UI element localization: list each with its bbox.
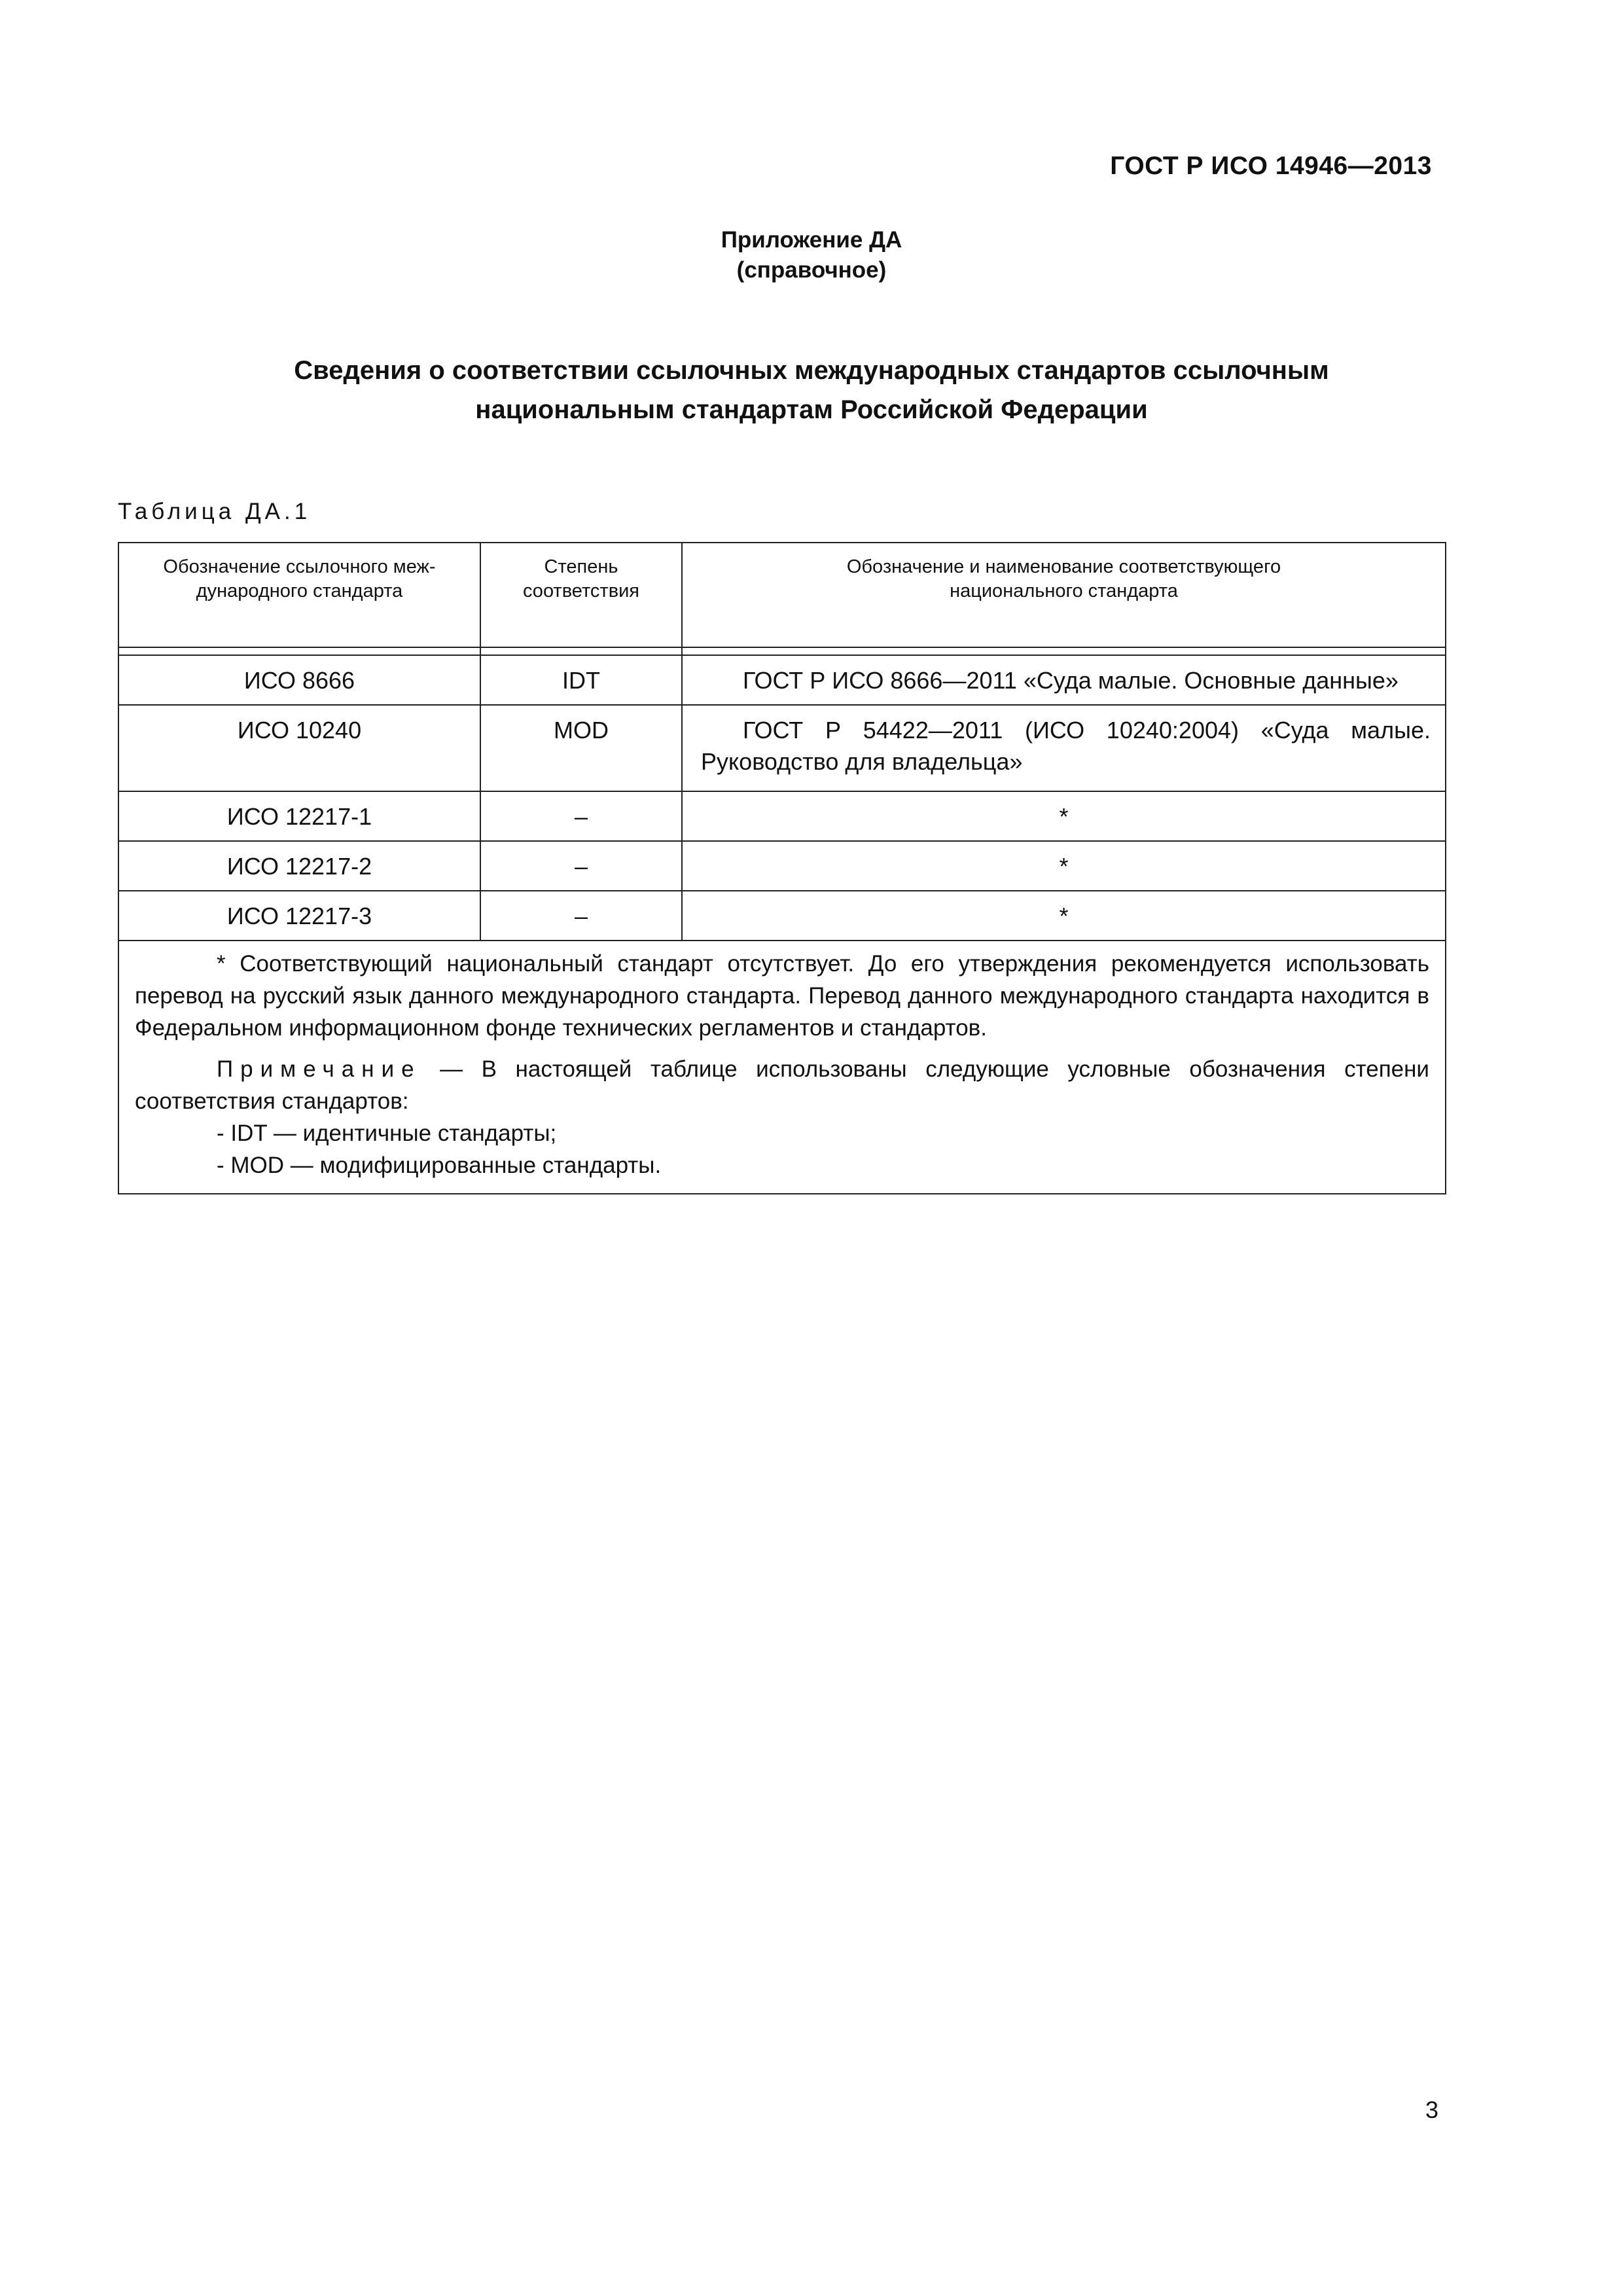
cell-ref: ИСО 10240 bbox=[118, 705, 480, 791]
appendix-title: Приложение ДА bbox=[721, 227, 902, 253]
cell-national: ГОСТ Р 54422—2011 (ИСО 10240:2004) «Суда малые. Руководство для владельца» bbox=[682, 705, 1446, 791]
cell-degree: MOD bbox=[480, 705, 682, 791]
table-caption: Таблица ДА.1 bbox=[118, 499, 312, 524]
appendix-subtitle: (справочное) bbox=[736, 257, 887, 283]
cell-degree: – bbox=[480, 891, 682, 941]
table-header-row bbox=[118, 543, 1446, 647]
cell-ref: ИСО 12217-1 bbox=[118, 791, 480, 841]
table-notes bbox=[118, 941, 1446, 1194]
cell-ref: ИСО 12217-3 bbox=[118, 891, 480, 941]
table-row bbox=[118, 791, 1446, 841]
document-code: ГОСТ Р ИСО 14946—2013 bbox=[1110, 152, 1432, 180]
cell-national: ГОСТ Р ИСО 8666—2011 «Суда малые. Основные данные» bbox=[682, 655, 1446, 705]
table-notes-row bbox=[118, 941, 1446, 1194]
header-degree: Степень соответствия bbox=[480, 543, 682, 647]
header-national-standard: Обозначение и наименование соответствующего национального стандарта bbox=[682, 543, 1446, 647]
table-note bbox=[135, 1053, 1429, 1117]
table-row bbox=[118, 705, 1446, 791]
table-row bbox=[118, 655, 1446, 705]
header-ref-standard: Обозначение ссылочного меж-дународного стандарта bbox=[118, 543, 480, 647]
cell-ref: ИСО 12217-2 bbox=[118, 841, 480, 891]
table-row bbox=[118, 891, 1446, 941]
cell-ref: ИСО 8666 bbox=[118, 655, 480, 705]
cell-national: * bbox=[682, 841, 1446, 891]
appendix-title-block bbox=[0, 225, 1623, 285]
note-item-idt: - IDT — идентичные стандарты; bbox=[217, 1121, 557, 1146]
reference-standards-table bbox=[118, 542, 1446, 1194]
cell-national: * bbox=[682, 891, 1446, 941]
table-footnote: * Соответствующий национальный стандарт отсутствует. До его утверждения рекомендуется использовать перевод на русский язык данного международного стандарта. Перевод данного международного стандарта находится в Федеральном информационном фонде технических регламентов и стандартов. bbox=[135, 951, 1429, 1041]
header-separator bbox=[118, 647, 1446, 655]
section-heading bbox=[0, 351, 1623, 429]
note-text: — В настоящей таблице использованы следующие условные обозначения степени соответствия стандартов: bbox=[135, 1056, 1429, 1114]
cell-degree: IDT bbox=[480, 655, 682, 705]
cell-degree: – bbox=[480, 791, 682, 841]
cell-degree: – bbox=[480, 841, 682, 891]
note-item-mod: - MOD — модифицированные стандарты. bbox=[217, 1153, 662, 1178]
cell-national: * bbox=[682, 791, 1446, 841]
table-row bbox=[118, 841, 1446, 891]
page-number: 3 bbox=[1425, 2096, 1439, 2123]
note-label: Примечание bbox=[217, 1056, 421, 1082]
section-heading-line-2: национальным стандартам Российской Федерации bbox=[475, 395, 1148, 424]
section-heading-line-1: Сведения о соответствии ссылочных международных стандартов ссылочным bbox=[294, 356, 1329, 385]
